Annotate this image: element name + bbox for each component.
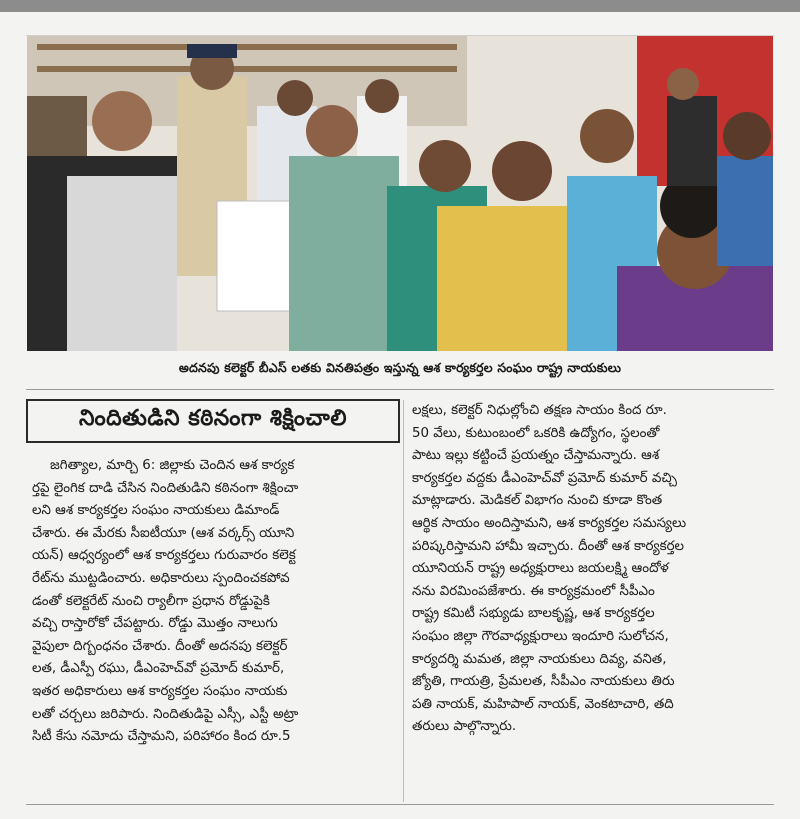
article-line: నను విరమింపజేశారు. ఈ కార్యక్రమంలో సీపీఎం xyxy=(412,583,655,599)
article-line: వైపులా దిగ్బంధనం చేశారు. దీంతో అదనపు కలెక్టర్ xyxy=(32,638,288,654)
article-line: పరిష్కరిస్తామని హామీ ఇచ్చారు. దీంతో ఆశ కార్యకర్తల xyxy=(412,538,685,554)
article-line: లక్షలు, కలెక్టర్ నిధుల్లోంచి తక్షణ సాయం కింద రూ. xyxy=(412,403,667,418)
article-line: కార్యకర్తల వద్దకు డీఎంహెచ్‌వో ప్రమోద్ కుమార్ వచ్చి xyxy=(412,470,677,486)
article-line: తరులు పాల్గొన్నారు. xyxy=(412,719,517,735)
article-line: 50 వేలు, కుటుంబంలో ఒకరికి ఉద్యోగం, స్థలంతో xyxy=(412,425,660,441)
bottom-rule xyxy=(26,804,774,805)
article-column-right xyxy=(412,400,770,739)
article-line: కార్యదర్శి మమత, జిల్లా నాయకులు దివ్య, వనిత, xyxy=(412,651,667,667)
article-line: లని ఆశ కార్యకర్తల సంఘం నాయకులు డిమాండ్ xyxy=(32,503,280,519)
article-line: యన్) ఆధ్వర్యంలో ఆశ కార్యకర్తలు గురువారం కలెక్ట xyxy=(32,548,296,564)
article-line: డంతో కలెక్టరేట్ నుంచి ర్యాలీగా ప్రధాన రోడ్డుపైకి xyxy=(32,593,270,609)
article-line: వచ్చి రాస్తారోకో చేపట్టారు. రోడ్డు మొత్తం నాలుగు xyxy=(32,616,278,632)
article-line: పతి నాయక్, మహిపాల్ నాయక్, వెంకటాచారి, తది xyxy=(412,696,674,712)
article-line: జ్యోతి, గాయత్రి, ప్రేమలత, సీపీఎం నాయకులు తిరు xyxy=(412,674,675,690)
caption-separator xyxy=(26,389,774,390)
article-line: జగిత్యాల, మార్చి 6: జిల్లాకు చెందిన ఆశ కార్యక xyxy=(50,458,295,473)
article-line: పాటు ఇల్లు కట్టించే ప్రయత్నం చేస్తామన్నారు. ఆశ xyxy=(412,448,660,464)
top-border-bar xyxy=(0,0,800,12)
photo-caption: అదనపు కలెక్టర్ బీఎస్ లతకు వినతిపత్రం ఇస్తున్న ఆశ కార్యకర్తల సంఘం రాష్ట్ర నాయకులు xyxy=(178,359,622,375)
column-divider xyxy=(403,400,404,802)
news-photo xyxy=(27,36,773,351)
headline: నిందితుడిని కఠినంగా శిక్షించాలి xyxy=(26,399,400,443)
article-line: మాట్లాడారు. మెడికల్ విభాగం నుంచి కూడా కొంత xyxy=(412,493,663,509)
article-line: యూనియన్ రాష్ట్ర అధ్యక్షురాలు జయలక్ష్మి ఆందోళ xyxy=(412,561,669,577)
news-photo-illustration xyxy=(27,36,773,351)
article-column-left xyxy=(32,455,390,749)
article-line: రేట్‌ను ముట్టడించారు. అధికారులు స్పందించకపోవ xyxy=(32,570,290,586)
article-line: చేశారు. ఈ మేరకు సీఐటీయూ (ఆశ వర్కర్స్ యూని xyxy=(32,525,295,541)
article-line: రాష్ట్ర కమిటీ సభ్యుడు బాలకృష్ణ, ఆశ కార్యకర్తల xyxy=(412,606,655,622)
article-line: ఇతర అధికారులు ఆశ కార్యకర్తల సంఘం నాయకు xyxy=(32,683,288,699)
article-line: లత, డీఎస్పీ రఘు, డీఎంహెచ్‌వో ప్రమోద్ కుమార్, xyxy=(32,661,285,677)
article-line: లతో చర్చలు జరిపారు. నిందితుడిపై ఎస్సీ, ఎస్టీ అట్రా xyxy=(32,706,299,722)
article-line: సంఘం జిల్లా గౌరవాధ్యక్షురాలు ఇందూరి సులోచన, xyxy=(412,628,669,644)
article-line: సిటీ కేసు నమోదు చేస్తామని, పరిహారం కింద రూ.5 xyxy=(32,729,291,745)
article-line: ర్తపై లైంగిక దాడి చేసిన నిందితుడిని కఠినంగా శిక్షించా xyxy=(32,480,299,496)
article-line: ఆర్థిక సాయం అందిస్తామని, ఆశ కార్యకర్తల సమస్యలు xyxy=(412,515,687,531)
